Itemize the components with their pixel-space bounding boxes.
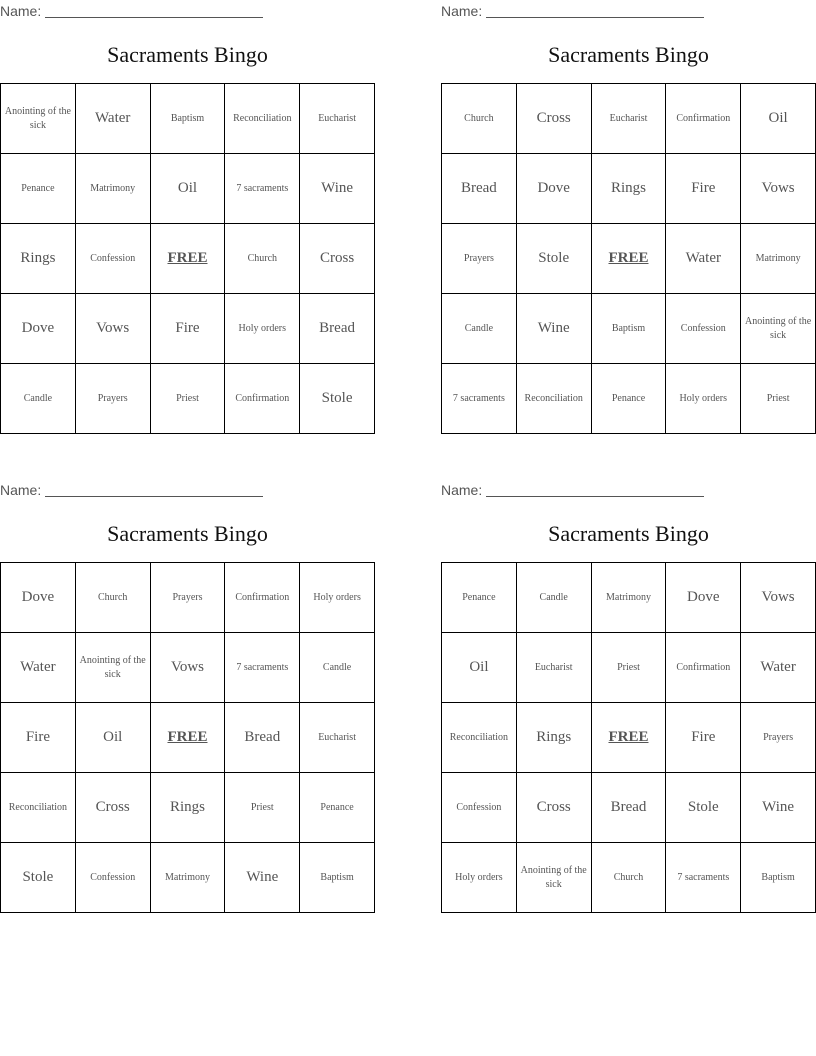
bingo-cell: Stole — [666, 773, 741, 843]
bingo-cell: Church — [592, 843, 667, 913]
bingo-cell: 7 sacraments — [442, 364, 517, 434]
bingo-cell: Confession — [442, 773, 517, 843]
bingo-cell: Anointing of the sick — [76, 633, 151, 703]
bingo-cell: Wine — [225, 843, 300, 913]
bingo-cell: Confirmation — [225, 364, 300, 434]
bingo-cell: Dove — [666, 563, 741, 633]
bingo-cell: Confession — [666, 294, 741, 364]
bingo-cell: Confession — [76, 843, 151, 913]
bingo-cell: Prayers — [76, 364, 151, 434]
name-line — [0, 481, 263, 499]
bingo-cell: Anointing of the sick — [517, 843, 592, 913]
bingo-cell: Prayers — [741, 703, 816, 773]
bingo-cell: Vows — [76, 294, 151, 364]
bingo-cell: 7 sacraments — [666, 843, 741, 913]
bingo-cell: Confirmation — [666, 84, 741, 154]
bingo-cell: Holy orders — [300, 563, 375, 633]
bingo-cell: Matrimony — [741, 224, 816, 294]
bingo-cell: Rings — [151, 773, 226, 843]
free-space: FREE — [151, 224, 226, 294]
bingo-cell: Baptism — [592, 294, 667, 364]
card-title: Sacraments Bingo — [107, 521, 268, 546]
bingo-cell: Baptism — [741, 843, 816, 913]
bingo-cell: Candle — [517, 563, 592, 633]
name-blank — [486, 2, 704, 18]
bingo-cell: Water — [1, 633, 76, 703]
name-label: Name: — [0, 482, 42, 498]
bingo-cell: Matrimony — [592, 563, 667, 633]
bingo-cell: Bread — [442, 154, 517, 224]
name-line — [441, 2, 704, 20]
bingo-cell: Reconciliation — [1, 773, 76, 843]
name-line — [441, 481, 704, 499]
bingo-cell: Water — [741, 633, 816, 703]
bingo-cell: Wine — [517, 294, 592, 364]
bingo-cell: Confirmation — [225, 563, 300, 633]
bingo-cell: Holy orders — [666, 364, 741, 434]
bingo-cell: Confirmation — [666, 633, 741, 703]
bingo-cell: Priest — [151, 364, 226, 434]
bingo-cell: Church — [76, 563, 151, 633]
bingo-cell: Wine — [300, 154, 375, 224]
bingo-cell: Fire — [1, 703, 76, 773]
bingo-cell: Oil — [76, 703, 151, 773]
bingo-cell: Penance — [300, 773, 375, 843]
name-blank — [45, 481, 263, 497]
bingo-cell: Prayers — [151, 563, 226, 633]
bingo-cell: Vows — [151, 633, 226, 703]
bingo-grid — [0, 562, 375, 913]
bingo-cell: Anointing of the sick — [1, 84, 76, 154]
name-line — [0, 2, 263, 20]
bingo-cell: Rings — [592, 154, 667, 224]
bingo-cell: Candle — [442, 294, 517, 364]
free-space: FREE — [151, 703, 226, 773]
bingo-cell: Rings — [517, 703, 592, 773]
name-label: Name: — [441, 3, 483, 19]
bingo-cell: Priest — [592, 633, 667, 703]
bingo-cell: Matrimony — [76, 154, 151, 224]
bingo-cell: Oil — [741, 84, 816, 154]
bingo-cell: Fire — [666, 154, 741, 224]
name-blank — [45, 2, 263, 18]
bingo-cell: Reconciliation — [517, 364, 592, 434]
bingo-cell: Eucharist — [517, 633, 592, 703]
bingo-grid — [441, 562, 816, 913]
bingo-cell: Dove — [1, 294, 76, 364]
bingo-cell: Water — [76, 84, 151, 154]
card-title: Sacraments Bingo — [548, 521, 709, 546]
bingo-cell: Confession — [76, 224, 151, 294]
card-title: Sacraments Bingo — [107, 42, 268, 67]
bingo-cell: Oil — [151, 154, 226, 224]
bingo-grid — [441, 83, 816, 434]
bingo-cell: Holy orders — [225, 294, 300, 364]
bingo-cell: Cross — [300, 224, 375, 294]
bingo-cell: Bread — [300, 294, 375, 364]
bingo-cell: Rings — [1, 224, 76, 294]
bingo-cell: Baptism — [151, 84, 226, 154]
bingo-cell: Oil — [442, 633, 517, 703]
bingo-cell: Cross — [76, 773, 151, 843]
bingo-card-1 — [0, 0, 375, 435]
bingo-cell: Reconciliation — [442, 703, 517, 773]
bingo-cell: Dove — [517, 154, 592, 224]
bingo-cell: Church — [442, 84, 517, 154]
bingo-card-4 — [441, 479, 816, 914]
bingo-cell: Church — [225, 224, 300, 294]
bingo-cell: Matrimony — [151, 843, 226, 913]
bingo-cell: Priest — [741, 364, 816, 434]
bingo-cell: Candle — [1, 364, 76, 434]
bingo-cell: Penance — [1, 154, 76, 224]
bingo-cell: Bread — [592, 773, 667, 843]
bingo-cell: Bread — [225, 703, 300, 773]
name-label: Name: — [441, 482, 483, 498]
bingo-cell: 7 sacraments — [225, 154, 300, 224]
bingo-cell: Stole — [300, 364, 375, 434]
bingo-cell: Baptism — [300, 843, 375, 913]
bingo-grid — [0, 83, 375, 434]
bingo-cell: Penance — [592, 364, 667, 434]
name-blank — [486, 481, 704, 497]
free-space: FREE — [592, 703, 667, 773]
bingo-cell: Cross — [517, 84, 592, 154]
bingo-cell: Eucharist — [300, 84, 375, 154]
bingo-cell: Eucharist — [592, 84, 667, 154]
bingo-cell: Wine — [741, 773, 816, 843]
bingo-cell: Holy orders — [442, 843, 517, 913]
bingo-cell: Vows — [741, 154, 816, 224]
bingo-cell: Stole — [517, 224, 592, 294]
bingo-cell: Anointing of the sick — [741, 294, 816, 364]
bingo-cell: Candle — [300, 633, 375, 703]
bingo-cell: Vows — [741, 563, 816, 633]
bingo-cell: Dove — [1, 563, 76, 633]
bingo-cell: Fire — [151, 294, 226, 364]
bingo-cell: Eucharist — [300, 703, 375, 773]
bingo-card-3 — [0, 479, 375, 914]
bingo-cell: Priest — [225, 773, 300, 843]
bingo-card-2 — [441, 0, 816, 435]
bingo-cell: Prayers — [442, 224, 517, 294]
bingo-cell: Stole — [1, 843, 76, 913]
free-space: FREE — [592, 224, 667, 294]
bingo-cell: Fire — [666, 703, 741, 773]
bingo-cell: Reconciliation — [225, 84, 300, 154]
bingo-cell: Penance — [442, 563, 517, 633]
bingo-cell: 7 sacraments — [225, 633, 300, 703]
bingo-cell: Cross — [517, 773, 592, 843]
bingo-cell: Water — [666, 224, 741, 294]
name-label: Name: — [0, 3, 42, 19]
card-title: Sacraments Bingo — [548, 42, 709, 67]
